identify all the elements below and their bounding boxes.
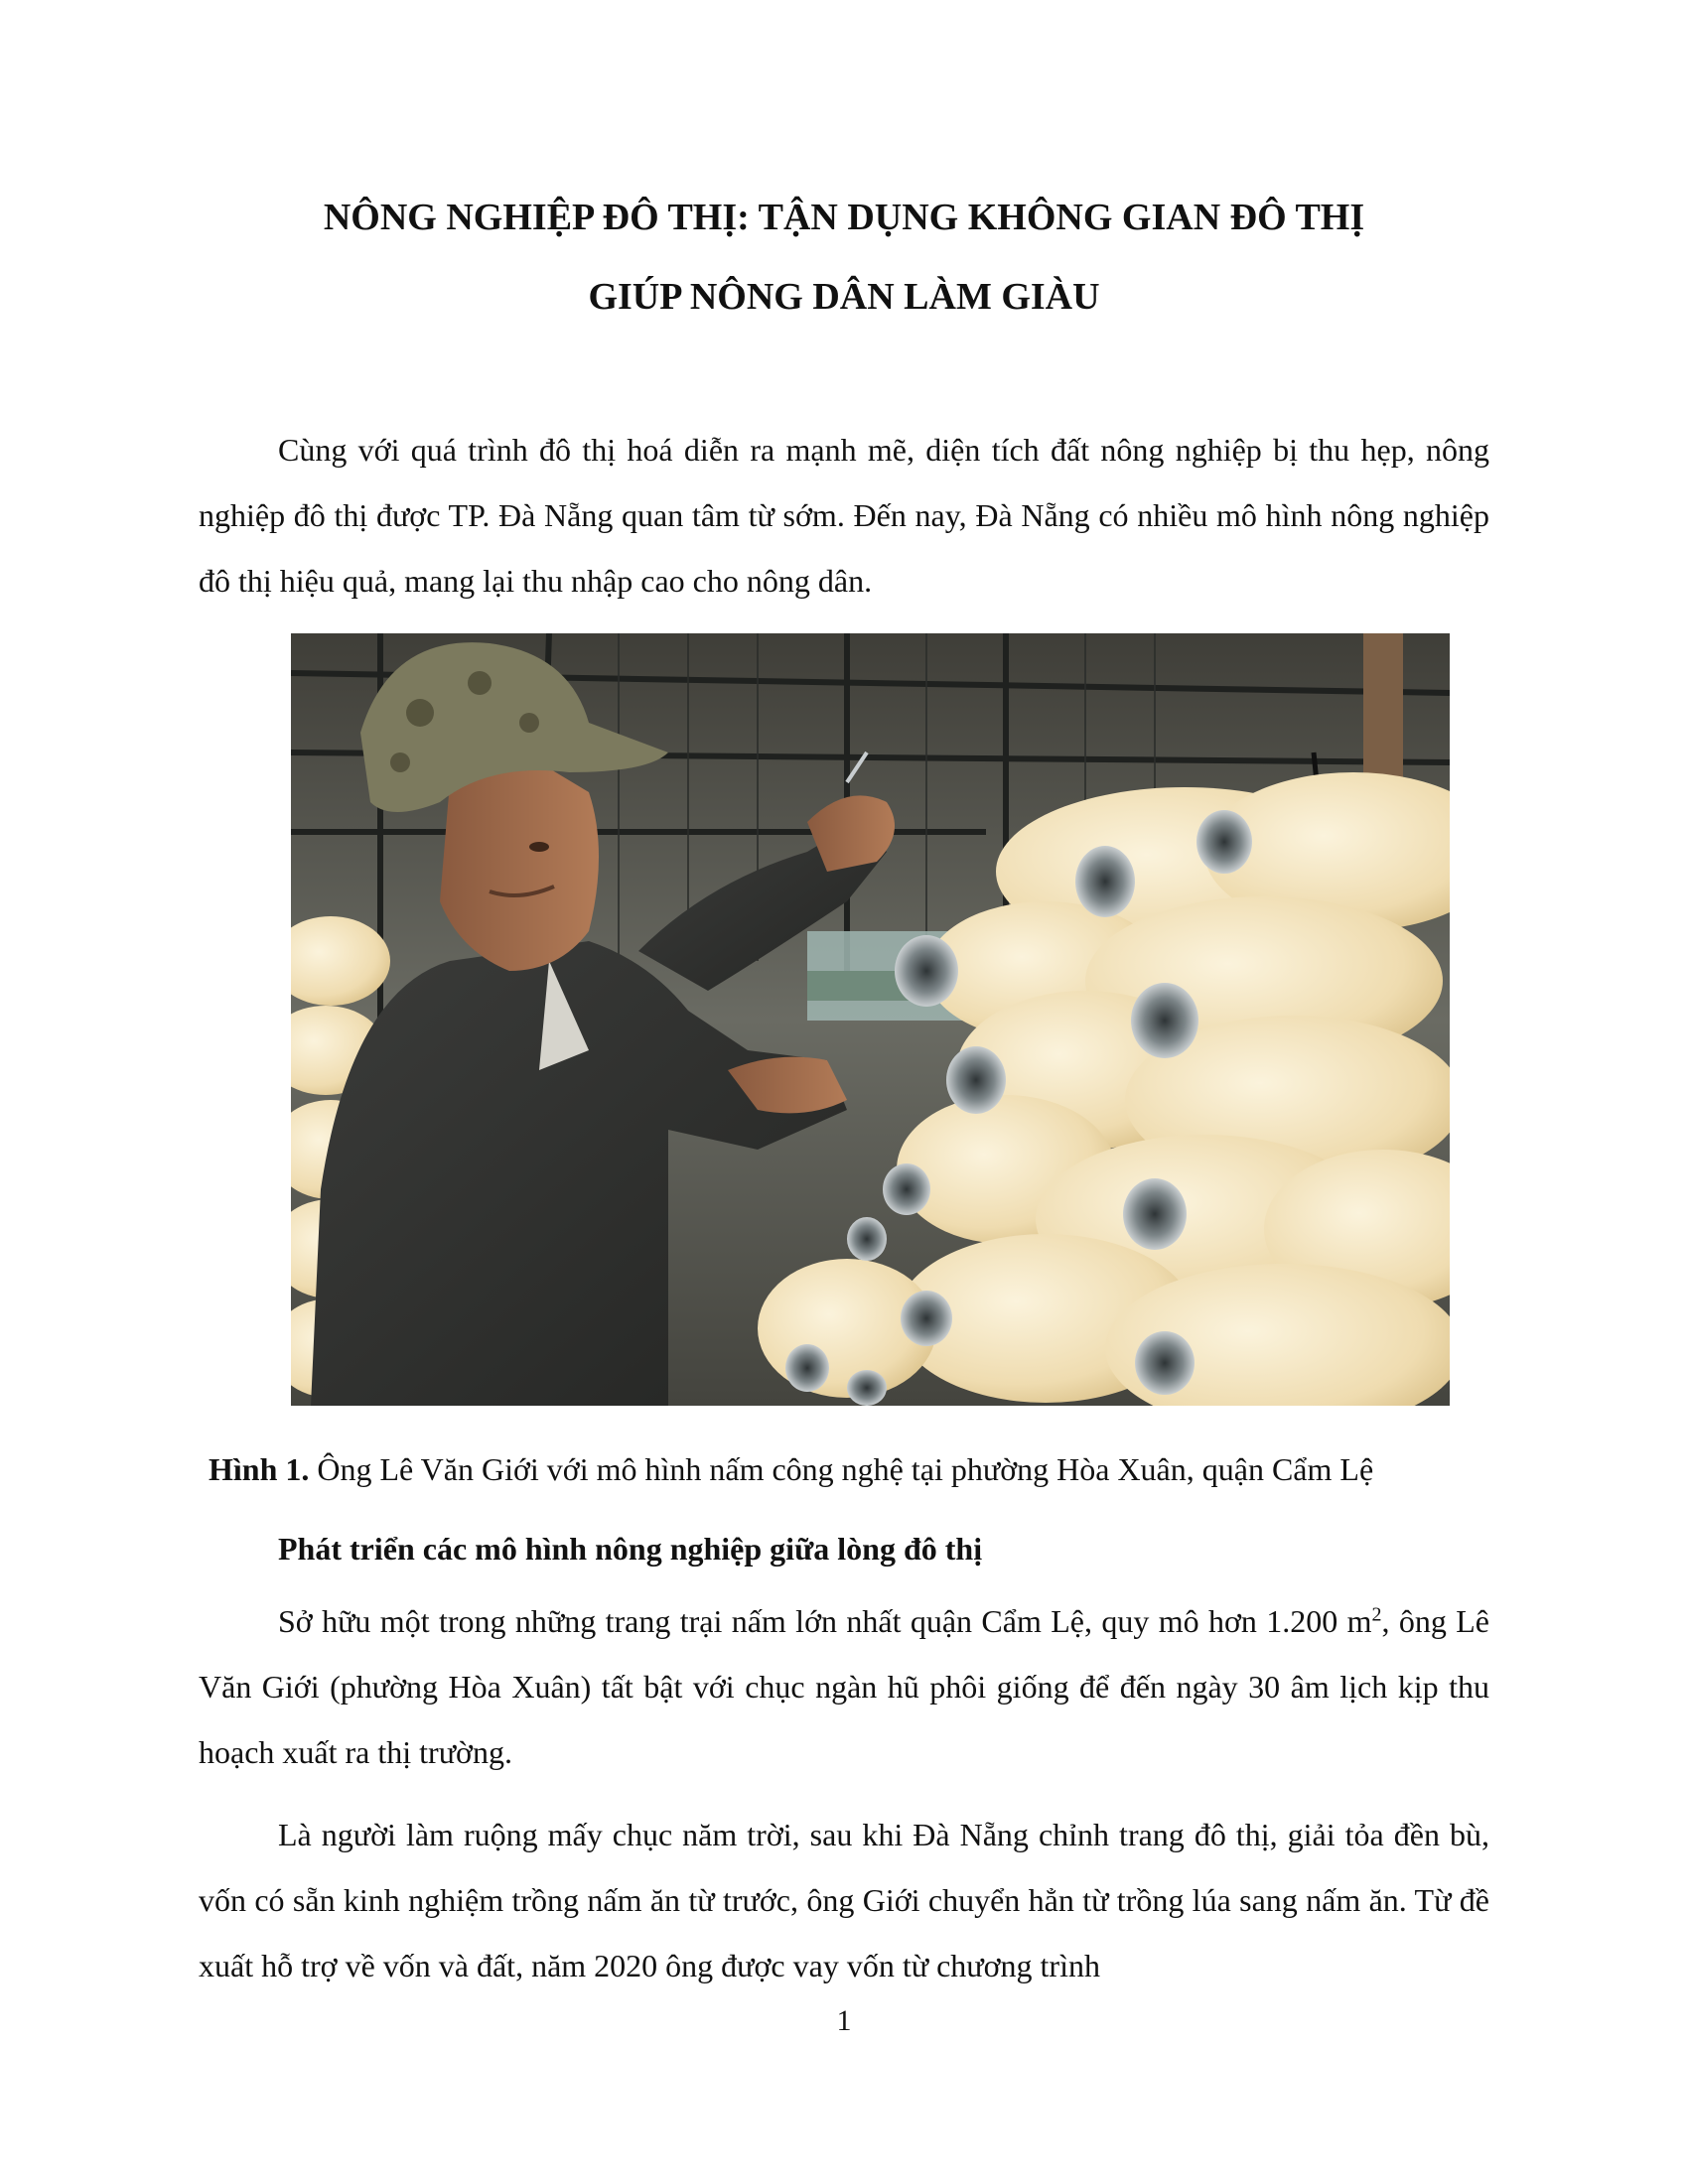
body-paragraph-1 <box>199 1588 1489 1785</box>
figure-photo <box>291 633 1450 1406</box>
section-heading: Phát triển các mô hình nông nghiệp giữa lòng đô thị <box>278 1531 983 1567</box>
body-paragraph-2: Là người làm ruộng mấy chục năm trời, sau khi Đà Nẵng chỉnh trang đô thị, giải tỏa đền bù, vốn có sẵn kinh nghiệm trồng nấm ăn từ trước, ông Giới chuyển hẳn từ trồng lúa sang nấm ăn. Từ đề xuất hỗ trợ về vốn và đất, năm 2020 ông được vay vốn từ chương trình <box>199 1817 1489 1983</box>
area-unit-superscript: 2 <box>1371 1603 1382 1626</box>
page-number: 1 <box>836 2004 852 2037</box>
figure-caption-text: Ông Lê Văn Giới với mô hình nấm công nghệ tại phường Hòa Xuân, quận Cẩm Lệ <box>309 1451 1374 1487</box>
title-line-2: GIÚP NÔNG DÂN LÀM GIÀU <box>588 276 1100 318</box>
figure-label: Hình 1. <box>209 1451 310 1487</box>
figure-caption <box>209 1449 1489 1489</box>
intro-paragraph: Cùng với quá trình đô thị hoá diễn ra mạnh mẽ, diện tích đất nông nghiệp bị thu hẹp, nông nghiệp đô thị được TP. Đà Nẵng quan tâm từ sớm. Đến nay, Đà Nẵng có nhiều mô hình nông nghiệp đô thị hiệu quả, mang lại thu nhập cao cho nông dân. <box>199 432 1489 599</box>
body-paragraph-1-text-a: Sở hữu một trong những trang trại nấm lớn nhất quận Cẩm Lệ, quy mô hơn 1.200 m <box>278 1603 1372 1639</box>
body-paragraph-1-text-b: , ông Lê Văn Giới (phường Hòa Xuân) tất bật với chục ngàn hũ phôi giống để đến ngày 30 âm lịch kịp thu hoạch xuất ra thị trường. <box>199 1603 1490 1770</box>
title-line-1: NÔNG NGHIỆP ĐÔ THỊ: TẬN DỤNG KHÔNG GIAN ĐÔ THỊ <box>323 197 1365 238</box>
